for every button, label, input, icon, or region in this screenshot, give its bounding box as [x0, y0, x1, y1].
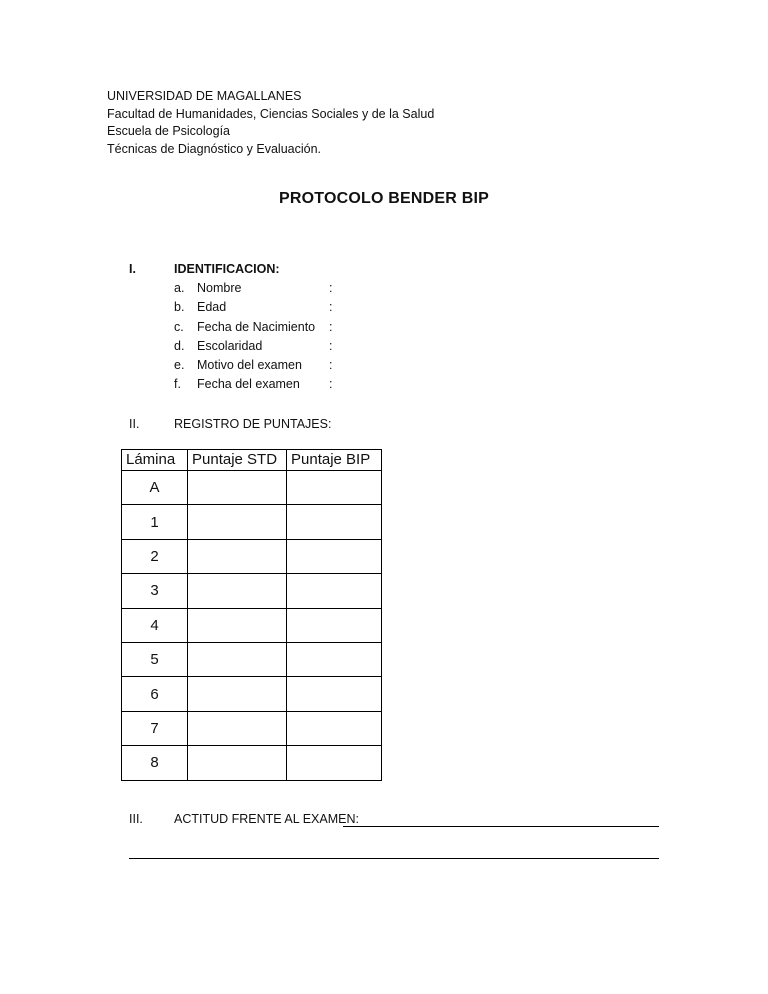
table-header-row: [122, 450, 382, 471]
std-score-cell[interactable]: [188, 677, 287, 711]
id-item-letter: d.: [174, 338, 185, 353]
actitud-answer-line[interactable]: [343, 826, 659, 827]
section-2-title: REGISTRO DE PUNTAJES:: [174, 417, 332, 431]
std-score-cell[interactable]: [188, 505, 287, 539]
lamina-cell: A: [122, 471, 188, 505]
id-item-label: Edad: [197, 300, 227, 315]
std-score-cell[interactable]: [188, 539, 287, 573]
school-name: Escuela de Psicología: [107, 124, 230, 138]
id-item-label: Fecha del examen: [197, 377, 300, 392]
id-item-fecha-examen: [174, 375, 344, 394]
id-item-letter: e.: [174, 358, 185, 373]
id-item-motivo: [174, 356, 344, 375]
bip-score-cell[interactable]: [287, 505, 382, 539]
std-score-cell[interactable]: [188, 471, 287, 505]
bip-score-cell[interactable]: [287, 539, 382, 573]
std-score-cell[interactable]: [188, 746, 287, 780]
bip-score-cell[interactable]: [287, 677, 382, 711]
course-name: Técnicas de Diagnóstico y Evaluación.: [107, 141, 322, 156]
section-2-number: II.: [129, 417, 140, 431]
std-score-cell[interactable]: [188, 642, 287, 676]
table-row: [122, 471, 382, 505]
identification-list: [174, 279, 344, 395]
id-item-letter: f.: [174, 377, 181, 392]
section-1-title: IDENTIFICACION:: [174, 262, 280, 276]
lamina-cell: 8: [122, 746, 188, 780]
scores-table: [121, 449, 382, 781]
lamina-cell: 6: [122, 677, 188, 711]
university-name: UNIVERSIDAD DE MAGALLANES: [107, 89, 302, 103]
id-item-colon: :: [329, 377, 333, 392]
std-score-cell[interactable]: [188, 608, 287, 642]
id-item-colon: :: [329, 358, 333, 373]
page-title: PROTOCOLO BENDER BIP: [279, 190, 489, 207]
table-row: [122, 642, 382, 676]
id-item-escolaridad: [174, 337, 344, 356]
id-item-letter: b.: [174, 300, 185, 315]
id-item-colon: :: [329, 319, 333, 334]
id-item-letter: a.: [174, 281, 185, 295]
bip-score-cell[interactable]: [287, 642, 382, 676]
header-lamina: Lámina: [122, 450, 188, 471]
id-item-label: Nombre: [197, 281, 242, 295]
id-item-label: Motivo del examen: [197, 358, 302, 373]
header-puntaje-std: Puntaje STD: [188, 450, 287, 471]
table-row: [122, 574, 382, 608]
section-3-number: III.: [129, 812, 143, 826]
std-score-cell[interactable]: [188, 574, 287, 608]
id-item-nombre: [174, 279, 344, 298]
bip-score-cell[interactable]: [287, 574, 382, 608]
bip-score-cell[interactable]: [287, 471, 382, 505]
lamina-cell: 2: [122, 539, 188, 573]
section-1-number: I.: [129, 262, 136, 276]
bip-score-cell[interactable]: [287, 746, 382, 780]
lamina-cell: 4: [122, 608, 188, 642]
table-row: [122, 608, 382, 642]
id-item-colon: :: [329, 338, 333, 353]
id-item-colon: :: [329, 300, 333, 315]
id-item-edad: [174, 298, 344, 317]
table-row: [122, 746, 382, 780]
table-row: [122, 539, 382, 573]
section-3-title: ACTITUD FRENTE AL EXAMEN:: [174, 812, 359, 826]
id-item-colon: :: [329, 281, 333, 295]
lamina-cell: 1: [122, 505, 188, 539]
actitud-answer-line-2[interactable]: [129, 858, 659, 859]
header-puntaje-bip: Puntaje BIP: [287, 450, 382, 471]
id-item-letter: c.: [174, 319, 184, 334]
id-item-label: Fecha de Nacimiento: [197, 319, 316, 334]
table-row: [122, 505, 382, 539]
lamina-cell: 7: [122, 711, 188, 745]
table-row: [122, 711, 382, 745]
std-score-cell[interactable]: [188, 711, 287, 745]
bip-score-cell[interactable]: [287, 711, 382, 745]
document-header: [107, 88, 434, 158]
lamina-cell: 3: [122, 574, 188, 608]
id-item-fecha-nacimiento: [174, 318, 344, 337]
lamina-cell: 5: [122, 642, 188, 676]
table-row: [122, 677, 382, 711]
id-item-label: Escolaridad: [197, 338, 263, 353]
faculty-name: Facultad de Humanidades, Ciencias Sociales y de la Salud: [107, 106, 435, 121]
bip-score-cell[interactable]: [287, 608, 382, 642]
